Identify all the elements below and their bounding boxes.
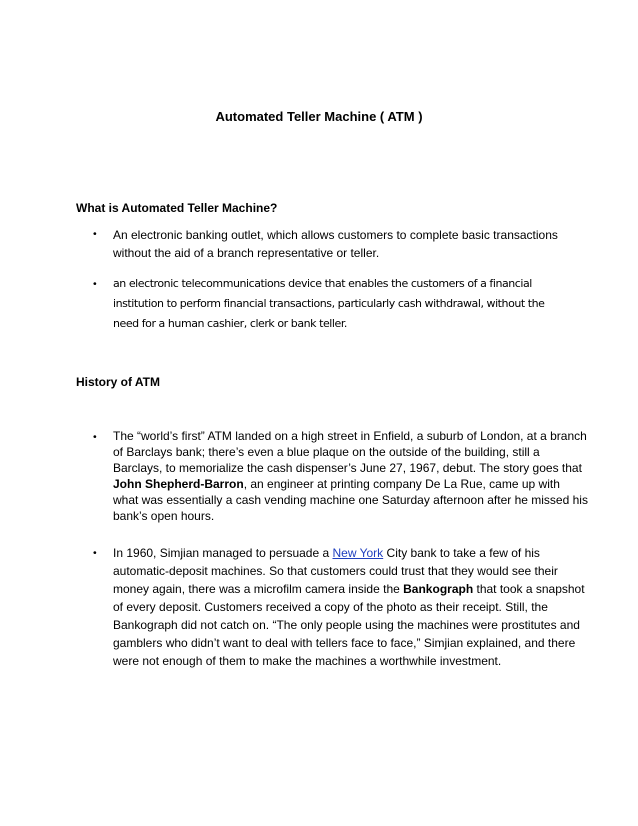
page-title: Automated Teller Machine ( ATM ) bbox=[215, 109, 423, 124]
definition-paragraph-2: an electronic telecommunications device that enables the customers of a financial institution to perform financial transactions, particularly cash withdrawal, without the need for a human cashier, clerk or bank teller. bbox=[113, 277, 545, 330]
history-paragraph-2 bbox=[113, 544, 588, 670]
bullet-marker: • bbox=[93, 547, 97, 559]
bullet-marker: • bbox=[93, 228, 97, 240]
history-paragraph-1-text-b: , an engineer at printing company De La Rue, came up with what was essentially a cash vending machine one Saturday afternoon after he missed his bank’s open hours. bbox=[113, 477, 588, 523]
history-paragraph-2-text-c: that took a snapshot of every deposit. Customers received a copy of the photo as their receipt. Still, the Bankograph did not catch on. “The only people using the machines were prostitutes and gamblers who didn’t want to deal with tellers face to face,” Simjian explained, and there were not enough of them to make the machines a worthwhile investment. bbox=[113, 582, 585, 668]
new-york-link[interactable]: New York bbox=[332, 546, 384, 560]
history-paragraph-1 bbox=[113, 428, 588, 524]
bankograph-term: Bankograph bbox=[403, 582, 474, 596]
history-paragraph-2-text-a: In 1960, Simjian managed to persuade a bbox=[113, 546, 333, 560]
history-paragraph-1-text-a: The “world’s first” ATM landed on a high street in Enfield, a suburb of London, at a branch of Barclays bank; there’s even a blue plaque on the outside of the building, still a Barclays, to memorialize the cash dispenser’s June 27, 1967, debut. The story goes that bbox=[113, 429, 587, 475]
bullet-marker: • bbox=[93, 431, 97, 443]
section-heading-what-is-atm: What is Automated Teller Machine? bbox=[76, 201, 278, 215]
bullet-marker: • bbox=[93, 278, 97, 290]
history-paragraph-2-text-b: City bank to take a few of his automatic-deposit machines. So that customers could trust that they would see their money again, there was a microfilm camera inside the bbox=[113, 546, 558, 596]
section-heading-history: History of ATM bbox=[76, 375, 160, 389]
inventor-name: John Shepherd-Barron bbox=[113, 477, 244, 491]
definition-paragraph-1: An electronic banking outlet, which allows customers to complete basic transactions without the aid of a branch representative or teller. bbox=[113, 228, 558, 260]
